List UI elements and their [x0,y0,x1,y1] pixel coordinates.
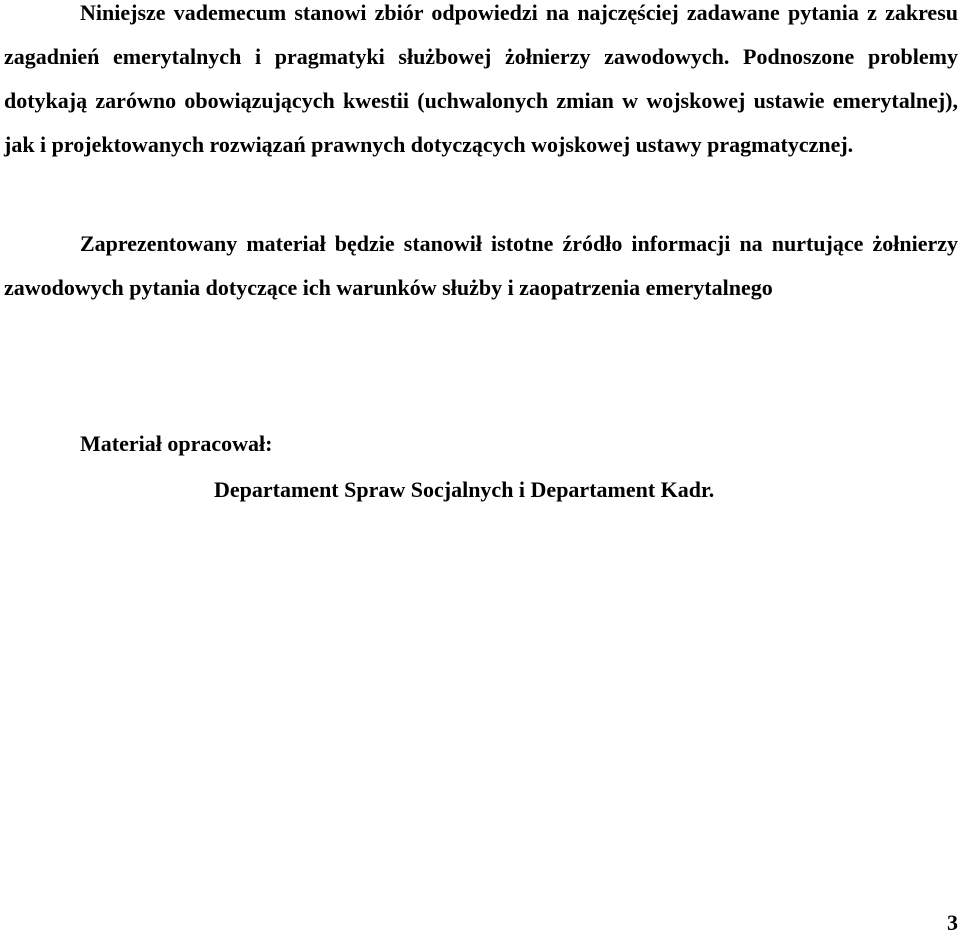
author-label: Materiał opracował: [80,431,273,456]
purpose-paragraph: Zaprezentowany materiał będzie stanowił istotne źródło informacji na nurtujące żołnierzy zawodowych pytania dotyczące ich warunków służby i zaopatrzenia emerytalnego [4,231,958,300]
intro-paragraph: Niniejsze vademecum stanowi zbiór odpowiedzi na najczęściej zadawane pytania z zakresu zagadnień emerytalnych i pragmatyki służbowej żołnierzy zawodowych. Podnoszone problemy dotykają zarówno obowiązujących kwestii (uchwalonych zmian w wojskowej ustawie emerytalnej), jak i projektowanych rozwiązań prawnych dotyczących wojskowej ustawy pragmatycznej. [4,0,958,157]
author-name: Departament Spraw Socjalnych i Departament Kadr. [214,477,715,502]
page-number: 3 [947,910,958,935]
